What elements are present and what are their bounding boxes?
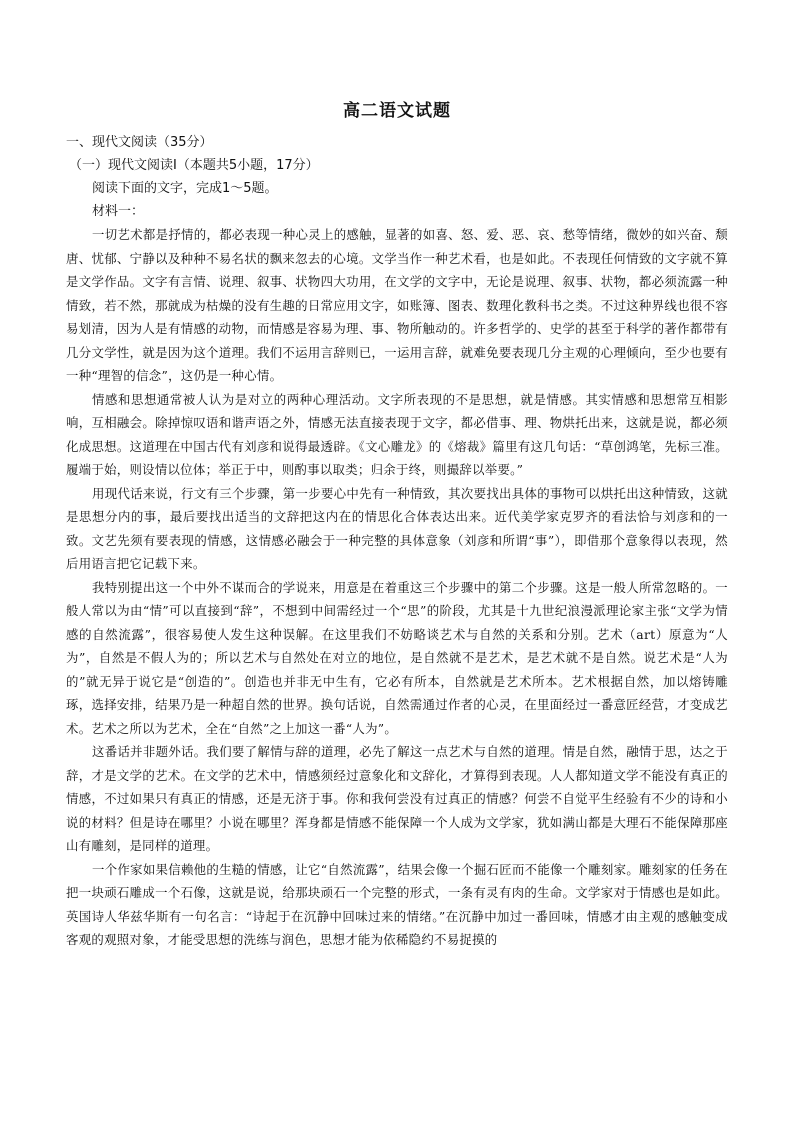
page-title: 高二语文试题 xyxy=(343,101,451,121)
paragraph-2: 情感和思想通常被人认为是对立的两种心理活动。文字所表现的不是思想，就是情感。其实情感和思想常互相影响，互相融会。除掉惊叹语和谐声语之外，情感无法直接表现于文字，都必借事、理、物烘托出来，这就是说，都必须化成思想。这道理在中国古代有刘彦和说得最透辟。《文心雕龙》的《熔裁》篇里有这几句话：“草创鸿笔，先标三准。履端于始，则设情以位体；举正于中，则酌事以取类；归余于终，则撮辞以举要。” xyxy=(66,391,728,477)
paragraph-4: 我特别提出这一个中外不谋而合的学说来，用意是在着重这三个步骤中的第二个步骤。这是一般人所常忽略的。一般人常以为由“情”可以直接到“辞”，不想到中间需经过一个“思”的阶段，尤其是十九世纪浪漫派理论家主张“文学为情感的自然流露”，很容易使人发生这种误解。在这里我们不妨略谈艺术与自然的关系和分别。艺术（art）原意为“人为”，自然是不假人为的；所以艺术与自然处在对立的地位，是自然就不是艺术，是艺术就不是自然。说艺术是“人为的”就无异于说它是“创造的”。创造也并非无中生有，它必有所本，自然就是艺术所本。艺术根据自然，加以熔铸雕琢，选择安排，结果乃是一种超自然的世界。换句话说，自然需通过作者的心灵，在里面经过一番意匠经营，才变成艺术。艺术之所以为艺术，全在“自然”之上加这一番“人为”。 xyxy=(66,579,728,736)
subsection-heading: （一）现代文阅读Ⅰ（本题共5小题，17分） xyxy=(69,158,319,173)
paragraph-5: 这番话并非题外话。我们要了解情与辞的道理，必先了解这一点艺术与自然的道理。情是自然，融情于思，达之于辞，才是文学的艺术。在文学的艺术中，情感须经过意象化和文辞化，才算得到表现。人人都知道文学不能没有真正的情感，不过如果只有真正的情感，还是无济于事。你和我何尝没有过真正的情感？何尝不自觉平生经验有不少的诗和小说的材料？但是诗在哪里？小说在哪里？浑身都是情感不能保障一个人成为文学家，犹如满山都是大理石不能保障那座山有雕刻，是同样的道理。 xyxy=(66,744,728,853)
material-label: 材料一： xyxy=(92,204,145,219)
paragraph-1: 一切艺术都是抒情的，都必表现一种心灵上的感触，显著的如喜、怒、爱、恶、哀、愁等情绪，微妙的如兴奋、颓唐、忧郁、宁静以及种种不易名状的飘来忽去的心境。文学当作一种艺术看，也是如此。不表现任何情致的文字就不算是文学作品。文字有言情、说理、叙事、状物四大功用，在文学的文字中，无论是说理、叙事、状物，都必须流露一种情致，若不然，那就成为枯燥的没有生趣的日常应用文字，如账簿、图表、数理化教科书之类。不过这种界线也很不容易划清，因为人是有情感的动物，而情感是容易为理、事、物所触动的。许多哲学的、史学的甚至于科学的著作都带有几分文学性，就是因为这个道理。我们不运用言辞则已，一运用言辞，就难免要表现几分主观的心理倾向，至少也要有一种“理智的信念”，这仍是一种心情。 xyxy=(66,227,728,383)
reading-instruction: 阅读下面的文字，完成1～5题。 xyxy=(92,181,278,196)
paragraph-6: 一个作家如果信赖他的生糙的情感，让它“自然流露”，结果会像一个掘石匠而不能像一个雕刻家。雕刻家的任务在把一块顽石雕成一个石像，这就是说，给那块顽石一个完整的形式，一条有灵有肉的生命。文学家对于情感也是如此。英国诗人华兹华斯有一句名言：“诗起于在沉静中回味过来的情绪。”在沉静中加过一番回味，情感才由主观的感触变成客观的观照对象，才能受思想的洗练与润色，思想才能为依稀隐约不易捉摸的 xyxy=(66,861,728,947)
paragraph-3: 用现代话来说，行文有三个步骤，第一步要心中先有一种情致，其次要找出具体的事物可以烘托出这种情致，这就是思想分内的事，最后要找出适当的文辞把这内在的情思化合体表达出来。近代美学家克罗齐的看法恰与刘彦和的一致。文艺先须有要表现的情感，这情感必融会于一种完整的具体意象（刘彦和所谓“事”），即借那个意象得以表现，然后用语言把它记载下来。 xyxy=(66,485,728,571)
section-heading: 一、现代文阅读（35分） xyxy=(66,135,213,150)
